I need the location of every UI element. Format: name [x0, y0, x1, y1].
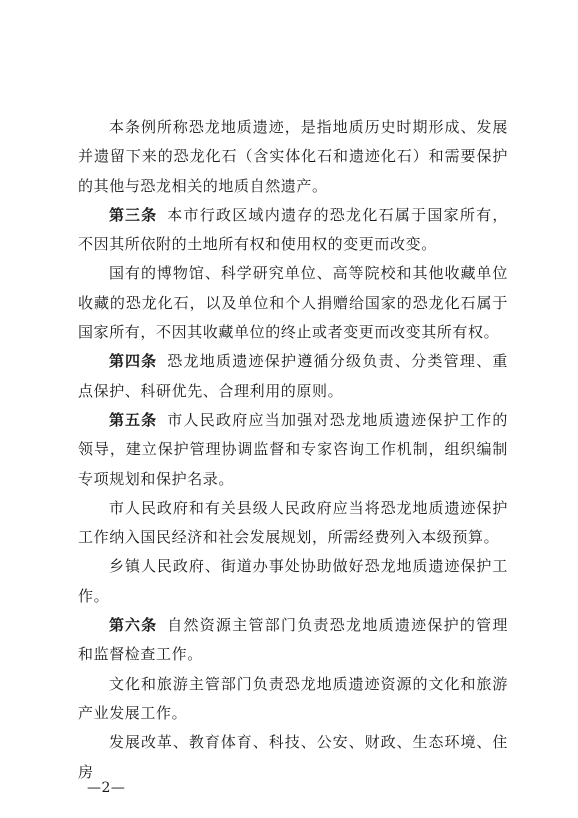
paragraph-article-5: [78, 406, 508, 494]
paragraph-text: 市人民政府和有关县级人民政府应当将恐龙地质遗迹保护工作纳入国民经济和社会发展规划，所需经费列入本级预算。: [78, 498, 508, 547]
article-number: 第四条: [109, 352, 158, 371]
paragraph-article-4: [78, 347, 508, 406]
paragraph-text: 发展改革、教育体育、科技、公安、财政、生态环境、住房: [78, 733, 508, 781]
paragraph-text: 文化和旅游主管部门负责恐龙地质遗迹资源的文化和旅游产业发展工作。: [78, 674, 508, 722]
paragraph-text: 恐龙地质遗迹保护遵循分级负责、分类管理、重点保护、科研优先、合理利用的原则。: [78, 352, 508, 400]
article-number: 第三条: [109, 205, 158, 224]
paragraph-1: [78, 113, 508, 201]
paragraph-9: [78, 670, 508, 729]
paragraph-text: 本市行政区域内遗存的恐龙化石属于国家所有，不因其所依附的土地所有权和使用权的变更而改变。: [78, 205, 508, 254]
paragraph-text: 市人民政府应当加强对恐龙地质遗迹保护工作的领导，建立保护管理协调监督和专家咨询工作机制，组织编制专项规划和保护名录。: [78, 410, 508, 488]
paragraph-article-3: [78, 201, 508, 260]
paragraph-6: [78, 494, 508, 553]
paragraph-10: [78, 728, 508, 787]
paragraph-article-6: [78, 611, 508, 670]
paragraph-text: 本条例所称恐龙地质遗迹，是指地质历史时期形成、发展并遗留下来的恐龙化石（含实体化石和遗迹化石）和需要保护的其他与恐龙相关的地质自然遗产。: [78, 118, 508, 195]
paragraph-text: 乡镇人民政府、街道办事处协助做好恐龙地质遗迹保护工作。: [78, 557, 508, 605]
article-number: 第五条: [109, 410, 158, 429]
paragraph-3: [78, 259, 508, 347]
page-number: —2—: [87, 780, 126, 796]
document-body: [78, 113, 508, 787]
paragraph-text: 自然资源主管部门负责恐龙地质遗迹保护的管理和监督检查工作。: [78, 616, 508, 664]
paragraph-text: 国有的博物馆、科学研究单位、高等院校和其他收藏单位收藏的恐龙化石，以及单位和个人捐赠给国家的恐龙化石属于国家所有，不因其收藏单位的终止或者变更而改变其所有权。: [78, 264, 508, 342]
article-number: 第六条: [109, 616, 158, 635]
paragraph-7: [78, 552, 508, 611]
